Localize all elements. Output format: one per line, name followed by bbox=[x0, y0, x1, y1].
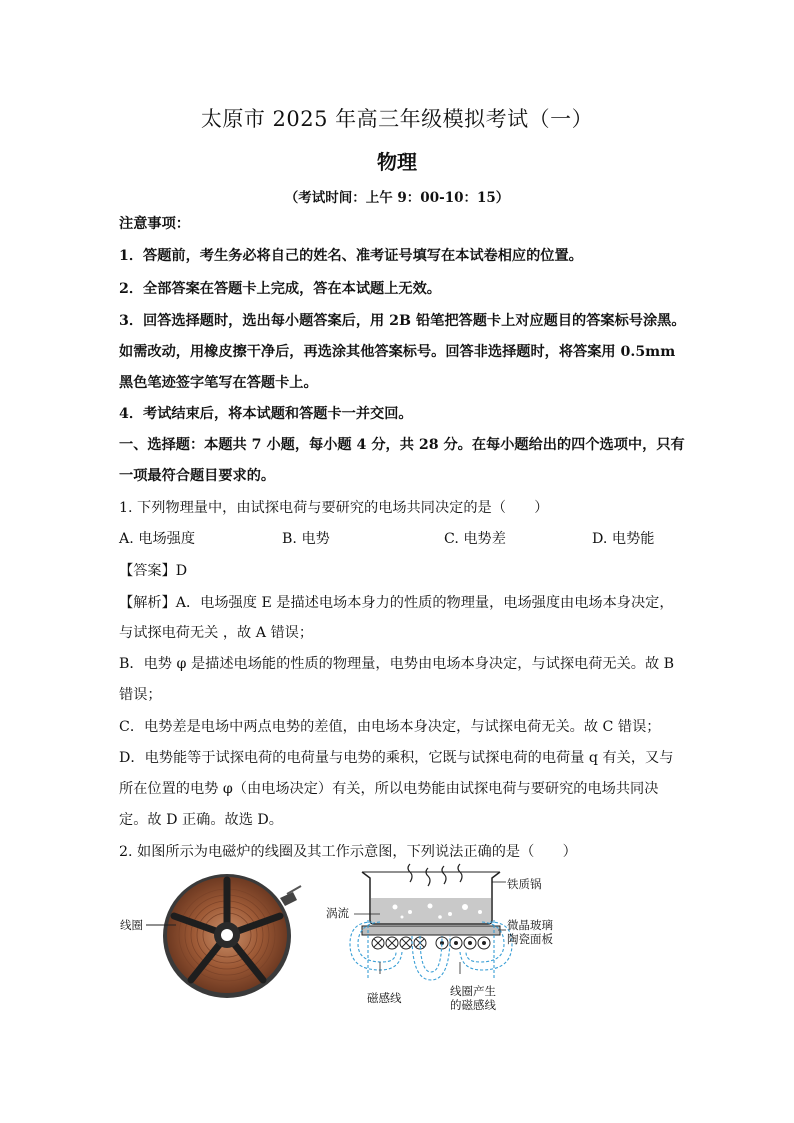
note-2: 2．全部答案在答题卡上完成，答在本试题上无效。 bbox=[119, 281, 441, 297]
subject-title: 物理 bbox=[377, 150, 417, 174]
q1-explanation-4: 错误； bbox=[119, 687, 162, 703]
q1-option-d: D. 电势能 bbox=[592, 531, 655, 547]
q1-explanation-5: C．电势差是电场中两点电势的差值，由电场本身决定，与试探电荷无关。故 C 错误； bbox=[119, 719, 661, 735]
coil-field-label-2: 的磁感线 bbox=[450, 998, 496, 1012]
section-heading: 一、选择题：本题共 7 小题，每小题 4 分，共 28 分。在每小题给出的四个选项中，只有 bbox=[119, 437, 685, 453]
q1-explanation-7: 所在位置的电势 φ（由电场决定）有关，所以电势能由试探电荷与要研究的电场共同决 bbox=[119, 781, 659, 797]
section-heading-cont: 一项最符合题目要求的。 bbox=[119, 468, 276, 484]
exam-time: （考试时间：上午 9：00-10：15） bbox=[284, 190, 510, 206]
question-2-stem: 2. 如图所示为电磁炉的线圈及其工作示意图，下列说法正确的是（ ） bbox=[119, 844, 577, 860]
exam-title: 太原市 2025 年高三年级模拟考试（一） bbox=[200, 107, 594, 131]
q1-answer: 【答案】D bbox=[119, 563, 188, 579]
pot-label: 铁质锅 bbox=[507, 877, 542, 891]
panel-label-1: 微晶玻璃 bbox=[507, 918, 553, 932]
q1-explanation-1: 【解析】A．电场强度 E 是描述电场本身力的性质的物理量，电场强度由电场本身决定， bbox=[119, 595, 674, 611]
q1-option-b: B. 电势 bbox=[282, 531, 330, 547]
note-4: 4．考试结束后，将本试题和答题卡一并交回。 bbox=[119, 406, 413, 422]
coil-label: 线圈 bbox=[120, 918, 143, 932]
panel-label-2: 陶瓷面板 bbox=[507, 932, 553, 946]
q1-explanation-6: D．电势能等于试探电荷的电荷量与电势的乘积，它既与试探电荷的电荷量 q 有关，又与 bbox=[119, 750, 674, 766]
q1-explanation-8: 定。故 D 正确。故选 D。 bbox=[119, 812, 283, 828]
q1-explanation-2: 与试探电荷无关 ，故 A 错误； bbox=[119, 625, 314, 641]
note-3-cont: 如需改动，用橡皮擦干净后，再选涂其他答案标号。回答非选择题时，将答案用 0.5mm bbox=[119, 344, 676, 360]
notes-heading: 注意事项： bbox=[119, 216, 190, 232]
q1-option-a: A. 电场强度 bbox=[119, 531, 196, 547]
eddy-current-label: 涡流 bbox=[326, 906, 349, 920]
q1-explanation-3: B．电势 φ 是描述电场能的性质的物理量，电势由电场本身决定，与试探电荷无关。故 B bbox=[119, 656, 675, 672]
question-1-stem: 1. 下列物理量中，由试探电荷与要研究的电场共同决定的是（ ） bbox=[119, 500, 549, 516]
field-line-label: 磁感线 bbox=[367, 991, 402, 1005]
note-3-end: 黑色笔迹签字笔写在答题卡上。 bbox=[119, 375, 318, 391]
coil-label-pointer bbox=[146, 922, 176, 928]
coil-field-label-1: 线圈产生 bbox=[450, 984, 496, 998]
note-3: 3．回答选择题时，选出每小题答案后，用 2B 铅笔把答题卡上对应题目的答案标号涂黑。 bbox=[119, 313, 686, 329]
induction-coil-image bbox=[155, 868, 305, 1003]
note-1: 1．答题前，考生务必将自己的姓名、准考证号填写在本试卷相应的位置。 bbox=[119, 248, 583, 264]
q1-option-c: C. 电势差 bbox=[444, 531, 506, 547]
